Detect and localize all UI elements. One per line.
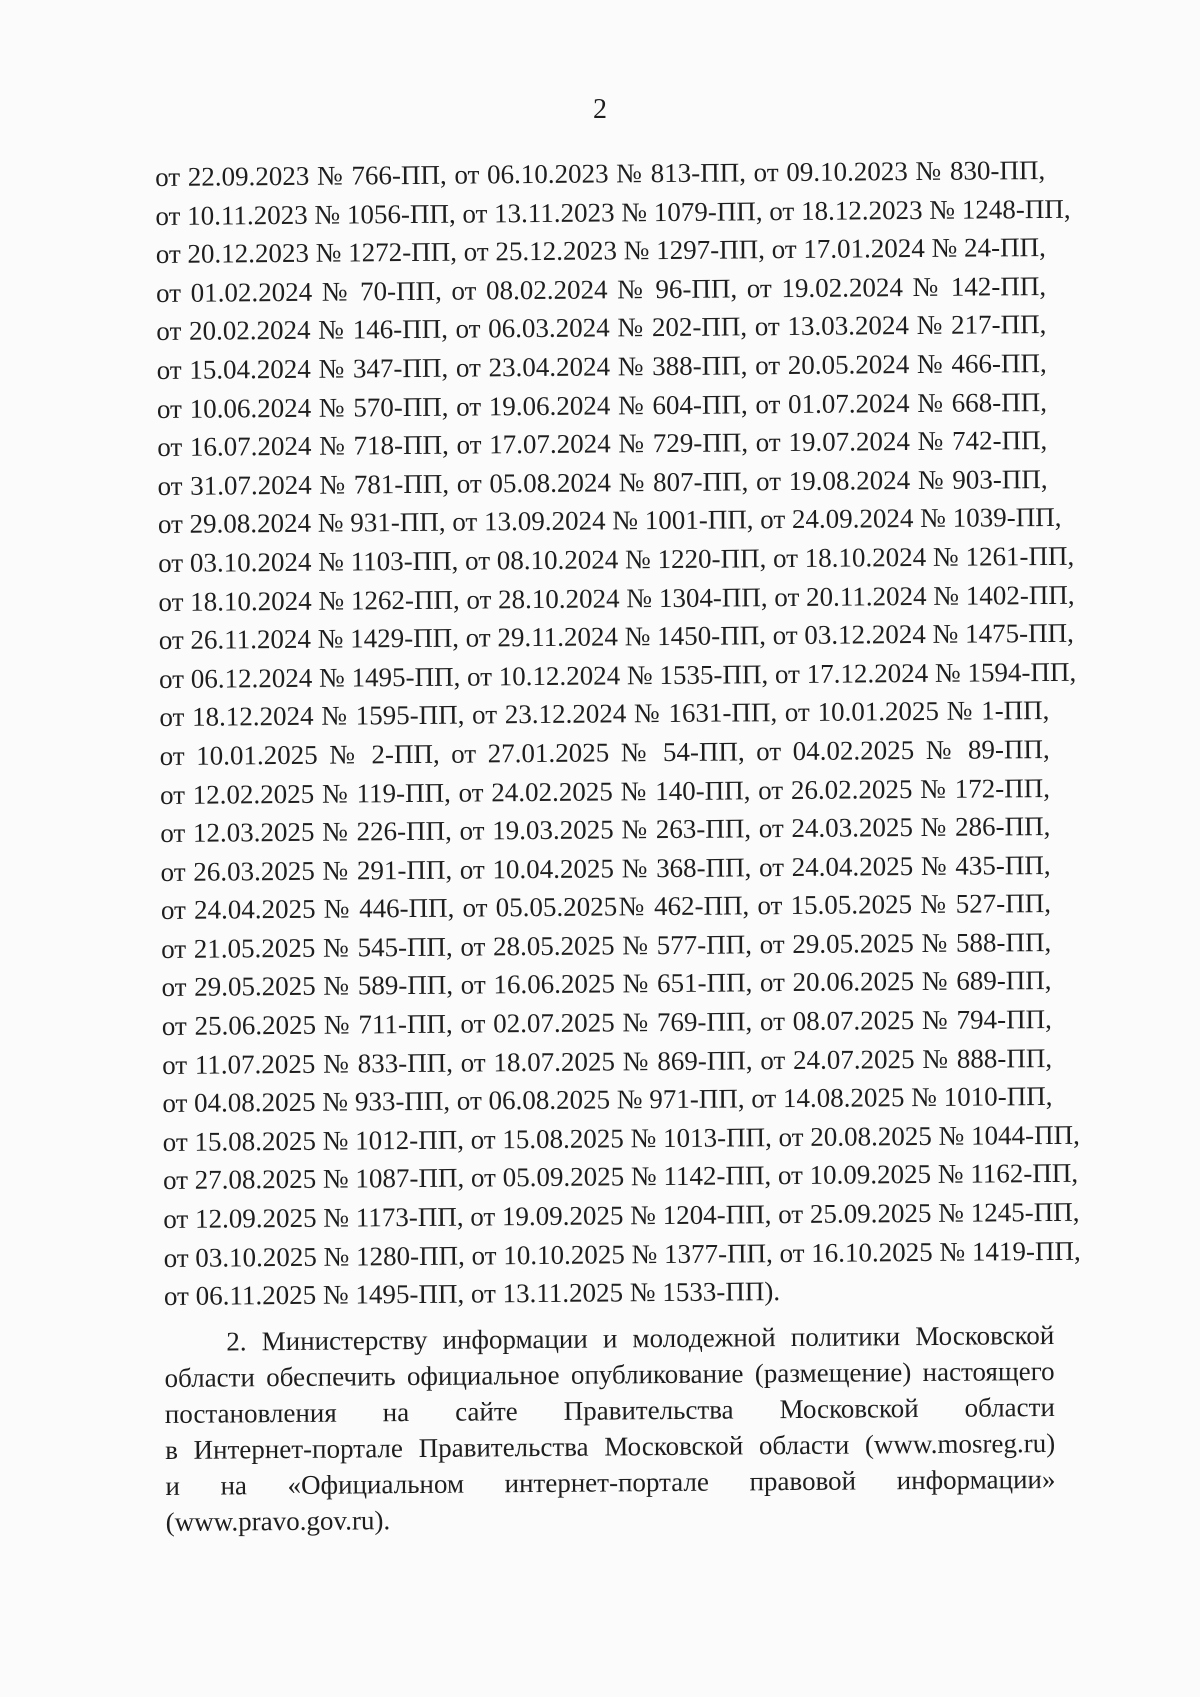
reference-line: от 12.09.2025 № 1173-ПП, от 19.09.2025 № 1204-ПП, от 25.09.2025 № 1245-ПП, (163, 1196, 1080, 1234)
reference-line: от 10.01.2025 № 2-ПП, от 27.01.2025 № 54-ПП, от 04.02.2025 № 89-ПП, (159, 733, 1050, 771)
paragraph-line: (www.pravo.gov.ru). (165, 1505, 391, 1537)
reference-line: от 11.07.2025 № 833-ПП, от 18.07.2025 № 869-ПП, от 24.07.2025 № 888-ПП, (162, 1042, 1053, 1080)
reference-line: от 04.08.2025 № 933-ПП, от 06.08.2025 № 971-ПП, от 14.08.2025 № 1010-ПП, (162, 1081, 1053, 1119)
paragraph-2 (164, 1317, 1056, 1540)
document-body (155, 151, 1081, 1540)
reference-line: от 12.03.2025 № 226-ПП, от 19.03.2025 № 263-ПП, от 24.03.2025 № 286-ПП, (160, 811, 1051, 849)
reference-line: от 18.12.2024 № 1595-ПП, от 23.12.2024 № 1631-ПП, от 10.01.2025 № 1-ПП, (159, 695, 1050, 733)
reference-line: от 06.11.2025 № 1495-ПП, от 13.11.2025 № 1533-ПП). (163, 1276, 781, 1312)
reference-line: от 03.10.2025 № 1280-ПП, от 10.10.2025 № 1377-ПП, от 16.10.2025 № 1419-ПП, (163, 1235, 1081, 1273)
reference-line: от 26.11.2024 № 1429-ПП, от 29.11.2024 № 1450-ПП, от 03.12.2024 № 1475-ПП, (158, 617, 1074, 656)
reference-list (155, 151, 1081, 1316)
paragraph-line: области обеспечить официальное опубликование (размещение) настоящего (164, 1355, 1055, 1393)
reference-line: от 03.10.2024 № 1103-ПП, от 08.10.2024 № 1220-ПП, от 18.10.2024 № 1261-ПП, (158, 540, 1075, 578)
paragraph-line: 2. Министерству информации и молодежной политики Московской (226, 1319, 1055, 1357)
reference-line: от 20.02.2024 № 146-ПП, от 06.03.2024 № 202-ПП, от 13.03.2024 № 217-ПП, (156, 309, 1047, 347)
reference-line: от 15.04.2024 № 347-ПП, от 23.04.2024 № 388-ПП, от 20.05.2024 № 466-ПП, (156, 347, 1047, 385)
paragraph-line: постановления на сайте Правительства Московской области (164, 1391, 1055, 1429)
reference-line: от 24.04.2025 № 446-ПП, от 05.05.2025№ 462-ПП, от 15.05.2025 № 527-ПП, (160, 888, 1051, 926)
reference-line: от 29.05.2025 № 589-ПП, от 16.06.2025 № 651-ПП, от 20.06.2025 № 689-ПП, (161, 965, 1052, 1003)
reference-line: от 21.05.2025 № 545-ПП, от 28.05.2025 № 577-ПП, от 29.05.2025 № 588-ПП, (161, 926, 1052, 964)
reference-line: от 10.06.2024 № 570-ПП, от 19.06.2024 № 604-ПП, от 01.07.2024 № 668-ПП, (156, 386, 1048, 424)
reference-line: от 06.12.2024 № 1495-ПП, от 10.12.2024 № 1535-ПП, от 17.12.2024 № 1594-ПП, (158, 656, 1077, 694)
reference-line: от 27.08.2025 № 1087-ПП, от 05.09.2025 № 1142-ПП, от 10.09.2025 № 1162-ПП, (162, 1158, 1079, 1196)
reference-line: от 12.02.2025 № 119-ПП, от 24.02.2025 № 140-ПП, от 26.02.2025 № 172-ПП, (159, 772, 1051, 810)
reference-line: от 15.08.2025 № 1012-ПП, от 15.08.2025 № 1013-ПП, от 20.08.2025 № 1044-ПП, (162, 1119, 1080, 1157)
reference-line: от 26.03.2025 № 291-ПП, от 10.04.2025 № 368-ПП, от 24.04.2025 № 435-ПП, (160, 849, 1051, 887)
reference-line: от 16.07.2024 № 718-ПП, от 17.07.2024 № 729-ПП, от 19.07.2024 № 742-ПП, (157, 425, 1048, 463)
reference-line: от 01.02.2024 № 70-ПП, от 08.02.2024 № 96-ПП, от 19.02.2024 № 142-ПП, (155, 270, 1047, 308)
paragraph-line: в Интернет-портале Правительства Московской области (www.mosreg.ru) (165, 1427, 1056, 1465)
reference-line: от 20.12.2023 № 1272-ПП, от 25.12.2023 № 1297-ПП, от 17.01.2024 № 24-ПП, (155, 232, 1046, 270)
reference-line: от 22.09.2023 № 766-ПП, от 06.10.2023 № 813-ПП, от 09.10.2023 № 830-ПП, (155, 155, 1046, 192)
page-number: 2 (593, 94, 607, 125)
reference-line: от 29.08.2024 № 931-ПП, от 13.09.2024 № 1001-ПП, от 24.09.2024 № 1039-ПП, (157, 502, 1062, 540)
reference-line: от 31.07.2024 № 781-ПП, от 05.08.2024 № 807-ПП, от 19.08.2024 № 903-ПП, (157, 463, 1048, 501)
reference-line: от 18.10.2024 № 1262-ПП, от 28.10.2024 № 1304-ПП, от 20.11.2024 № 1402-ПП, (158, 579, 1075, 617)
paragraph-line: и на «Официальном интернет-портале правовой информации» (165, 1463, 1056, 1501)
reference-line: от 10.11.2023 № 1056-ПП, от 13.11.2023 № 1079-ПП, от 18.12.2023 № 1248-ПП, (155, 193, 1071, 231)
reference-line: от 25.06.2025 № 711-ПП, от 02.07.2025 № 769-ПП, от 08.07.2025 № 794-ПП, (161, 1004, 1052, 1042)
